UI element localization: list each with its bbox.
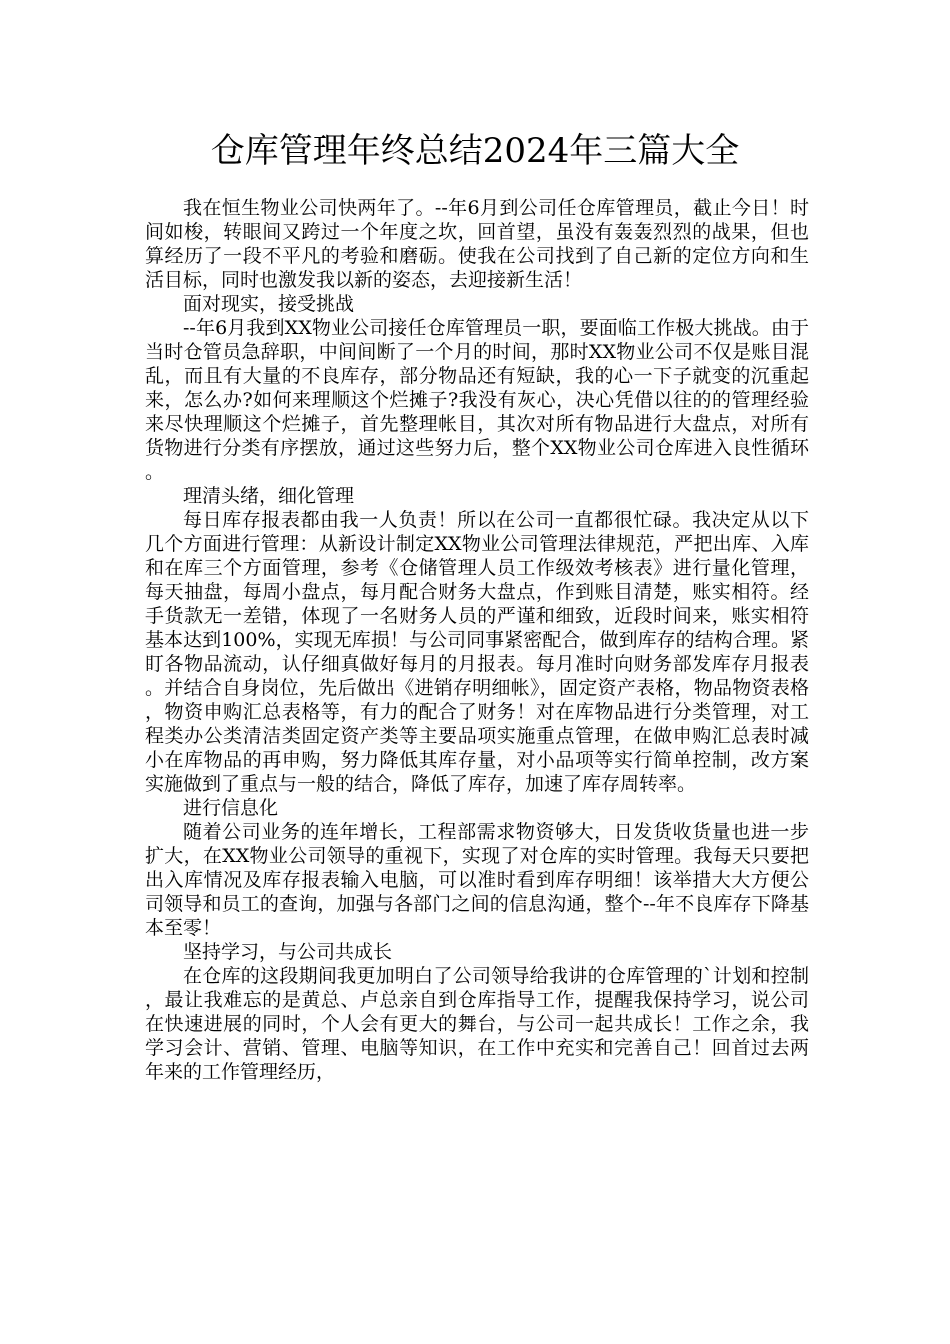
section-heading-informatization: 进行信息化	[183, 797, 279, 819]
paragraph-intro: 我在恒生物业公司快两年了。--年6月到公司任仓库管理员，截止今日！时间如梭，转眼间又跨过一个年度之坎，回首望，虽没有轰轰烈烈的战果，但也算经历了一段不平凡的考验和磨砺。使我在公司找到了自己新的定位方向和生活目标，同时也激发我以新的姿态，去迎接新生活！	[145, 197, 809, 291]
section-heading-learning: 坚持学习，与公司共成长	[183, 941, 393, 963]
paragraph-informatization: 随着公司业务的连年增长，工程部需求物资够大，日发货收货量也进一步扩大，在XX物业公司领导的重视下，实现了对仓库的实时管理。我每天只要把出入库情况及库存报表输入电脑，可以准时看到库存明细！该举措大大方便公司领导和员工的查询，加强与各部门之间的信息沟通，整个--年不良库存下降基本至零！	[145, 821, 809, 939]
paragraph-learning: 在仓库的这段期间我更加明白了公司领导给我讲的仓库管理的`计划和控制，最让我难忘的是黄总、卢总亲自到仓库指导工作，提醒我保持学习，说公司在快速进展的同时，个人会有更大的舞台，与公司一起共成长！工作之余，我学习会计、营销、管理、电脑等知识，在工作中充实和完善自己！回首过去两年来的工作管理经历，	[145, 965, 809, 1083]
section-heading-management: 理清头绪，细化管理	[183, 485, 355, 507]
paragraph-challenge: --年6月我到XX物业公司接任仓库管理员一职，要面临工作极大挑战。由于当时仓管员急辞职，中间间断了一个月的时间，那时XX物业公司不仅是账目混乱，而且有大量的不良库存，部分物品还有短缺，我的心一下子就变的沉重起来，怎么办?如何来理顺这个烂摊子?我没有灰心，决心凭借以往的的管理经验来尽快理顺这个烂摊子，首先整理帐目，其次对所有物品进行大盘点，对所有货物进行分类有序摆放，通过这些努力后，整个XX物业公司仓库进入良性循环。	[145, 317, 809, 483]
document-title: 仓库管理年终总结2024年三篇大全	[210, 131, 740, 171]
paragraph-management: 每日库存报表都由我一人负责！所以在公司一直都很忙碌。我决定从以下几个方面进行管理：从新设计制定XX物业公司管理法律规范，严把出库、入库和在库三个方面管理，参考《仓储管理人员工作级效考核表》进行量化管理，每天抽盘，每周小盘点，每月配合财务大盘点，作到账目清楚，账实相符。经手货款无一差错，体现了一名财务人员的严谨和细致，近段时间来，账实相符基本达到100%，实现无库损！与公司同事紧密配合，做到库存的结构合理。紧盯各物品流动，认仔细真做好每月的月报表。每月准时向财务部发库存月报表。并结合自身岗位，先后做出《进销存明细帐》，固定资产表格，物品物资表格，物资申购汇总表格等，有力的配合了财务！对在库物品进行分类管理，对工程类办公类清洁类固定资产类等主要品项实施重点管理，在做申购汇总表时减小在库物品的再申购，努力降低其库存量，对小品项等实行简单控制，改方案实施做到了重点与一般的结合，降低了库存，加速了库存周转率。	[145, 509, 809, 795]
section-heading-challenge: 面对现实，接受挑战	[183, 293, 355, 315]
document-body	[145, 196, 809, 1084]
